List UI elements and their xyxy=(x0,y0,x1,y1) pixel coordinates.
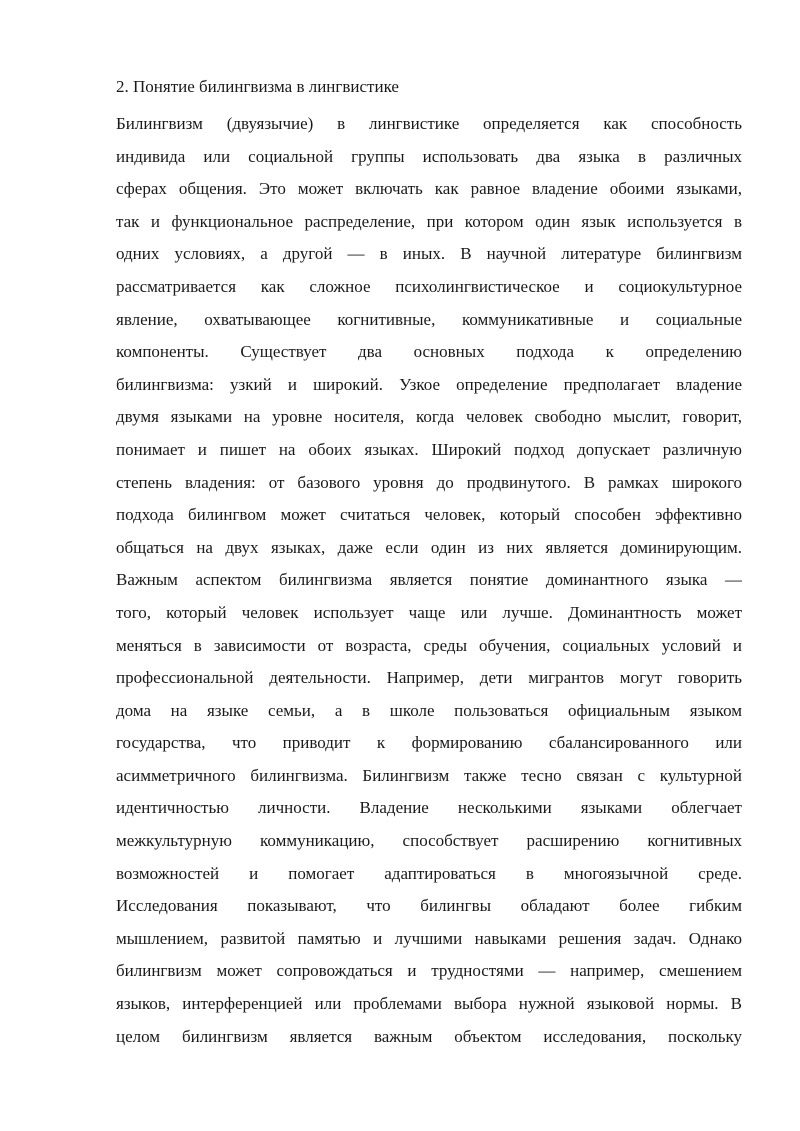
text-line: подхода билингвом может считаться человек, который способен эффективно xyxy=(116,505,742,525)
text-line: асимметричного билингвизма. Билингвизм также тесно связан с культурной xyxy=(116,765,742,785)
text-line: понимает и пишет на обоих языках. Широкий подход допускает различную xyxy=(116,439,742,459)
text-line: Билингвизм (двуязычие) в лингвистике определяется как способность xyxy=(116,114,742,133)
text-line: общаться на двух языках, даже если один из них является доминирующим. xyxy=(116,537,742,557)
text-line: компоненты. Существует два основных подхода к определению xyxy=(116,342,742,362)
text-line: государства, что приводит к формированию сбалансированного или xyxy=(116,733,742,753)
text-line: профессиональной деятельности. Например, дети мигрантов могут говорить xyxy=(116,668,742,688)
text-line: межкультурную коммуникацию, способствует расширению когнитивных xyxy=(116,831,742,851)
text-line: меняться в зависимости от возраста, среды обучения, социальных условий и xyxy=(116,635,742,655)
text-line: так и функциональное распределение, при котором один язык используется в xyxy=(116,211,742,231)
text-line: билингвизма: узкий и широкий. Узкое определение предполагает владение xyxy=(116,374,742,394)
text-line: одних условиях, а другой — в иных. В научной литературе билингвизм xyxy=(116,244,742,264)
text-line: сферах общения. Это может включать как равное владение обоими языками, xyxy=(116,179,742,199)
text-line: билингвизм может сопровождаться и трудностями — например, смешением xyxy=(116,961,742,981)
text-line: Важным аспектом билингвизма является понятие доминантного языка — xyxy=(116,570,742,590)
text-line: целом билингвизм является важным объектом исследования, поскольку xyxy=(116,1026,742,1046)
text-line: индивида или социальной группы использовать два языка в различных xyxy=(116,146,742,166)
text-line: того, который человек использует чаще или лучше. Доминантность может xyxy=(116,602,742,622)
text-line: идентичностью личности. Владение несколькими языками облегчает xyxy=(116,798,742,818)
text-line: возможностей и помогает адаптироваться в многоязычной среде. xyxy=(116,863,742,883)
text-line: рассматривается как сложное психолингвистическое и социокультурное xyxy=(116,276,742,296)
text-line: явление, охватывающее когнитивные, коммуникативные и социальные xyxy=(116,309,742,329)
text-line: степень владения: от базового уровня до продвинутого. В рамках широкого xyxy=(116,472,742,492)
body-paragraph xyxy=(116,108,742,1053)
text-line: двумя языками на уровне носителя, когда человек свободно мыслит, говорит, xyxy=(116,407,742,427)
section-heading: 2. Понятие билингвизма в лингвистике xyxy=(116,77,399,96)
text-line: Исследования показывают, что билингвы обладают более гибким xyxy=(116,896,742,916)
text-line: мышлением, развитой памятью и лучшими навыками решения задач. Однако xyxy=(116,928,742,948)
text-line: дома на языке семьи, а в школе пользоваться официальным языком xyxy=(116,700,742,720)
text-line: языков, интерференцией или проблемами выбора нужной языковой нормы. В xyxy=(116,994,742,1014)
